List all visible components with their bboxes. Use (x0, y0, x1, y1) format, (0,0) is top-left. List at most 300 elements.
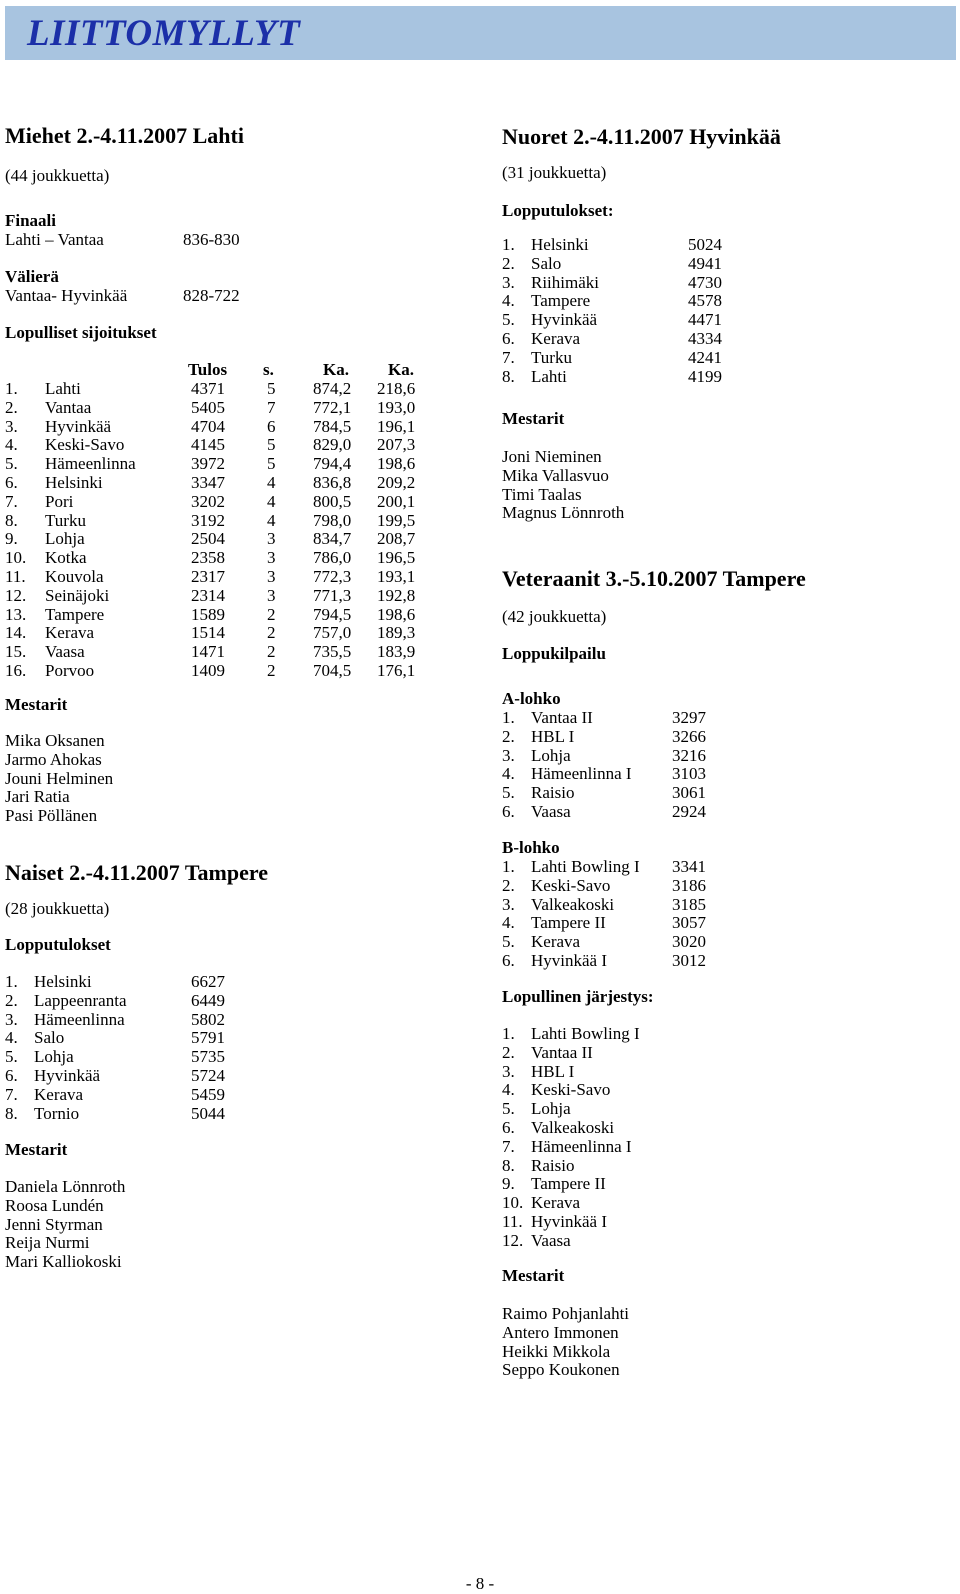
page-number: - 8 - (465, 1574, 495, 1593)
team-cell: Vantaa (45, 397, 92, 417)
score-cell: 3103 (672, 764, 706, 784)
position-cell: 9. (502, 1174, 515, 1194)
team-cell: Keski-Savo (531, 875, 611, 895)
score-cell: 6449 (191, 990, 225, 1010)
list-item: Joni Nieminen (502, 447, 602, 466)
team-cell: Vantaa II (531, 1042, 593, 1062)
series-cell: 2 (267, 642, 276, 662)
score-cell: 4145 (191, 435, 225, 455)
score-cell: 3202 (191, 491, 225, 511)
position-cell: 4. (5, 435, 18, 455)
position-cell: 3. (502, 1061, 515, 1081)
list-item: Raimo Pohjanlahti (502, 1304, 630, 1323)
score-cell: 4471 (688, 310, 722, 330)
table-row (5, 992, 475, 1011)
team-cell: Kerava (531, 932, 581, 952)
table-row (502, 368, 942, 387)
table-row (502, 1232, 942, 1251)
list-item: Jouni Helminen (5, 768, 114, 788)
table-row (5, 436, 475, 455)
position-cell: 16. (5, 661, 27, 680)
table-row (5, 1011, 475, 1030)
position-cell: 3. (5, 1009, 18, 1029)
position-cell: 1. (502, 235, 515, 254)
position-cell: 2. (5, 990, 18, 1010)
table-row (5, 568, 475, 587)
average1-cell: 772,1 (313, 397, 352, 417)
score-cell: 1589 (191, 604, 225, 624)
average2-cell: 196,5 (377, 548, 416, 568)
score-cell: 2504 (191, 529, 225, 549)
average1-cell: 829,0 (313, 435, 352, 455)
team-cell: Helsinki (34, 972, 92, 991)
series-cell: 4 (267, 491, 276, 511)
table-row (502, 274, 942, 293)
table-row (5, 380, 475, 399)
position-cell: 10. (502, 1193, 524, 1213)
youth-champions-label: Mestarit (502, 409, 565, 428)
average1-cell: 874,2 (313, 379, 352, 398)
average1-cell: 836,8 (313, 473, 352, 492)
position-cell: 10. (5, 548, 27, 568)
table-row (502, 877, 942, 896)
position-cell: 6. (5, 1066, 18, 1085)
score-cell: 1409 (191, 661, 225, 680)
score-cell: 5044 (191, 1103, 225, 1123)
score-cell: 1471 (191, 642, 225, 662)
list-item: Jarmo Ahokas (5, 749, 102, 769)
list-item: Mika Oksanen (5, 731, 105, 750)
position-cell: 1. (502, 857, 515, 876)
team-cell: Lohja (45, 529, 85, 549)
position-cell: 5. (5, 454, 18, 474)
table-row (5, 474, 475, 493)
team-cell: Vantaa II (531, 708, 593, 727)
team-cell: Hyvinkää (34, 1066, 101, 1085)
team-cell: Valkeakoski (531, 894, 615, 914)
position-cell: 2. (502, 1042, 515, 1062)
team-cell: Vaasa (531, 802, 571, 821)
team-cell: Vaasa (531, 1230, 571, 1250)
average1-cell: 771,3 (313, 585, 352, 605)
score-cell: 3341 (672, 857, 706, 876)
average2-cell: 189,3 (377, 623, 416, 643)
score-cell: 4730 (688, 272, 722, 292)
team-cell: Riihimäki (531, 272, 599, 292)
score-cell: 5405 (191, 397, 225, 417)
team-cell: Kerava (531, 1193, 581, 1213)
team-cell: Hyvinkää I (531, 1212, 608, 1231)
score-cell: 3972 (191, 454, 225, 474)
team-cell: Pori (45, 491, 74, 511)
score-cell: 4578 (688, 291, 722, 311)
veterans-heading: Veteraanit 3.-5.10.2007 Tampere (502, 566, 806, 591)
table-row (502, 1025, 942, 1044)
position-cell: 2. (502, 253, 515, 273)
position-cell: 2. (502, 726, 515, 746)
table-row (502, 1119, 942, 1138)
team-cell: Keski-Savo (531, 1080, 611, 1100)
series-cell: 2 (267, 604, 276, 624)
average1-cell: 735,5 (313, 642, 352, 662)
position-cell: 1. (5, 972, 18, 991)
average2-cell: 207,3 (377, 435, 416, 455)
average1-cell: 772,3 (313, 567, 352, 586)
score-cell: 3057 (672, 913, 706, 933)
position-cell: 11. (5, 567, 26, 586)
team-cell: Kerava (45, 623, 95, 643)
team-cell: Tornio (34, 1103, 80, 1123)
score-cell: 4241 (688, 347, 722, 367)
team-cell: Seinäjoki (45, 585, 110, 605)
youth-teams-count: (31 joukkuetta) (502, 163, 607, 182)
table-row (502, 255, 942, 274)
table-row (502, 933, 942, 952)
series-cell: 3 (267, 529, 276, 549)
position-cell: 8. (5, 510, 18, 530)
table-row (502, 1100, 942, 1119)
veterans-competition-label: Loppukilpailu (502, 644, 606, 663)
list-item: Mari Kalliokoski (5, 1252, 122, 1272)
list-item: Heikki Mikkola (502, 1341, 611, 1361)
list-item: Roosa Lundén (5, 1195, 104, 1215)
header-tulos: Tulos (188, 360, 228, 379)
score-cell: 5791 (191, 1028, 225, 1048)
position-cell: 12. (502, 1230, 524, 1250)
position-cell: 4. (502, 913, 515, 933)
table-row (502, 896, 942, 915)
average1-cell: 800,5 (313, 491, 352, 511)
men-heading: Miehet 2.-4.11.2007 Lahti (5, 123, 244, 148)
header-ka2: Ka. (388, 360, 414, 379)
table-row (5, 1105, 475, 1124)
position-cell: 2. (5, 397, 18, 417)
average2-cell: 198,6 (377, 604, 416, 624)
position-cell: 1. (5, 379, 18, 398)
score-cell: 3020 (672, 932, 706, 952)
average2-cell: 199,5 (377, 510, 416, 530)
table-row (502, 292, 942, 311)
men-final-match: Lahti – Vantaa (5, 230, 104, 249)
score-cell: 4941 (688, 253, 722, 273)
team-cell: Turku (45, 510, 86, 530)
team-cell: Lahti Bowling I (531, 1024, 640, 1043)
position-cell: 1. (502, 708, 515, 727)
women-champions-label: Mestarit (5, 1140, 68, 1159)
men-teams-count: (44 joukkuetta) (5, 166, 110, 185)
table-header-row (5, 361, 475, 380)
men-final-score: 836-830 (183, 230, 240, 249)
list-item: Timi Taalas (502, 484, 582, 504)
list-item: Daniela Lönnroth (5, 1177, 126, 1196)
position-cell: 5. (502, 1099, 515, 1119)
average2-cell: 218,6 (377, 379, 416, 398)
table-row (502, 1081, 942, 1100)
position-cell: 13. (5, 604, 27, 624)
average2-cell: 200,1 (377, 491, 416, 511)
position-cell: 3. (5, 416, 18, 436)
position-cell: 6. (5, 473, 18, 492)
average2-cell: 209,2 (377, 473, 416, 492)
position-cell: 6. (502, 802, 515, 821)
position-cell: 4. (5, 1028, 18, 1048)
series-cell: 5 (267, 379, 276, 398)
list-item: Pasi Pöllänen (5, 806, 98, 826)
table-row (502, 236, 942, 255)
list-item: Jenni Styrman (5, 1214, 103, 1234)
team-cell: Kerava (531, 329, 581, 348)
youth-results-label: Lopputulokset: (502, 201, 614, 220)
header-ka1: Ka. (323, 360, 349, 379)
team-cell: Lohja (34, 1047, 74, 1067)
table-row (502, 1194, 942, 1213)
table-row (502, 952, 942, 971)
table-row (502, 1063, 942, 1082)
table-row (502, 728, 942, 747)
position-cell: 3. (502, 272, 515, 292)
position-cell: 6. (502, 1118, 515, 1137)
men-semi-score: 828-722 (183, 286, 240, 305)
veterans-group-a-label: A-lohko (502, 689, 561, 708)
series-cell: 4 (267, 510, 276, 530)
team-cell: Kouvola (45, 567, 104, 586)
average2-cell: 183,9 (377, 642, 416, 662)
table-row (5, 399, 475, 418)
team-cell: Helsinki (45, 473, 103, 492)
men-semi-label: Välierä (5, 267, 59, 286)
series-cell: 6 (267, 416, 276, 436)
table-row (502, 858, 942, 877)
average2-cell: 193,0 (377, 397, 416, 417)
position-cell: 3. (502, 745, 515, 765)
table-row (502, 330, 942, 349)
team-cell: Tampere II (531, 913, 606, 933)
score-cell: 3186 (672, 875, 706, 895)
team-cell: Hyvinkää I (531, 951, 608, 970)
team-cell: Vaasa (45, 642, 85, 662)
team-cell: Lappeenranta (34, 990, 127, 1010)
men-champions-label: Mestarit (5, 695, 68, 714)
table-row (502, 1044, 942, 1063)
table-row (502, 747, 942, 766)
score-cell: 4199 (688, 366, 722, 386)
team-cell: HBL I (531, 726, 575, 746)
team-cell: Turku (531, 347, 572, 367)
score-cell: 3185 (672, 894, 706, 914)
team-cell: Salo (34, 1028, 65, 1048)
team-cell: Lahti (45, 379, 81, 398)
table-row (5, 455, 475, 474)
veterans-champions-label: Mestarit (502, 1266, 565, 1285)
team-cell: Helsinki (531, 235, 589, 254)
score-cell: 5735 (191, 1047, 225, 1067)
team-cell: Hämeenlinna (34, 1009, 125, 1029)
team-cell: Hämeenlinna I (531, 764, 632, 784)
table-row (5, 493, 475, 512)
veterans-teams-count: (42 joukkuetta) (502, 607, 607, 626)
table-row (5, 1086, 475, 1105)
men-semi-match: Vantaa- Hyvinkää (5, 286, 128, 305)
men-final-label: Finaali (5, 211, 57, 230)
position-cell: 7. (502, 347, 515, 367)
page-title: LIITTOMYLLYT (27, 13, 301, 54)
score-cell: 5802 (191, 1009, 225, 1029)
team-cell: Raisio (531, 1155, 575, 1175)
list-item: Reija Nurmi (5, 1233, 90, 1253)
score-cell: 3012 (672, 951, 706, 970)
position-cell: 8. (5, 1103, 18, 1123)
average1-cell: 784,5 (313, 416, 352, 436)
youth-heading: Nuoret 2.-4.11.2007 Hyvinkää (502, 124, 781, 149)
average1-cell: 834,7 (313, 529, 352, 549)
position-cell: 5. (502, 932, 515, 952)
score-cell: 4334 (688, 329, 722, 348)
table-row (502, 1138, 942, 1157)
position-cell: 7. (5, 491, 18, 511)
women-heading: Naiset 2.-4.11.2007 Tampere (5, 860, 268, 885)
score-cell: 6627 (191, 972, 225, 991)
position-cell: 6. (502, 329, 515, 348)
score-cell: 3061 (672, 783, 706, 803)
table-row (5, 1048, 475, 1067)
table-row (5, 624, 475, 643)
table-row (502, 709, 942, 728)
score-cell: 3297 (672, 708, 706, 727)
score-cell: 1514 (191, 623, 225, 643)
position-cell: 4. (502, 764, 515, 784)
score-cell: 3266 (672, 726, 706, 746)
average1-cell: 786,0 (313, 548, 352, 568)
average2-cell: 208,7 (377, 529, 416, 549)
team-cell: Valkeakoski (531, 1118, 615, 1137)
average2-cell: 193,1 (377, 567, 416, 586)
position-cell: 5. (5, 1047, 18, 1067)
team-cell: Tampere (531, 291, 591, 311)
team-cell: Hyvinkää (45, 416, 112, 436)
table-row (5, 530, 475, 549)
position-cell: 2. (502, 875, 515, 895)
series-cell: 2 (267, 661, 276, 680)
score-cell: 5724 (191, 1066, 225, 1085)
list-item: Magnus Lönnroth (502, 503, 625, 523)
score-cell: 5459 (191, 1084, 225, 1104)
table-row (502, 803, 942, 822)
position-cell: 1. (502, 1024, 515, 1043)
veterans-group-b-label: B-lohko (502, 838, 560, 857)
position-cell: 3. (502, 894, 515, 914)
position-cell: 9. (5, 529, 18, 549)
series-cell: 3 (267, 585, 276, 605)
position-cell: 12. (5, 585, 27, 605)
table-row (5, 662, 475, 681)
table-row (5, 512, 475, 531)
position-cell: 7. (5, 1084, 18, 1104)
team-cell: Tampere (45, 604, 105, 624)
team-cell: Tampere II (531, 1174, 606, 1194)
average1-cell: 794,4 (313, 454, 352, 474)
table-row (502, 1175, 942, 1194)
team-cell: Kotka (45, 548, 87, 568)
position-cell: 4. (502, 1080, 515, 1100)
average2-cell: 196,1 (377, 416, 416, 436)
score-cell: 3216 (672, 745, 706, 765)
table-row (5, 1029, 475, 1048)
table-row (502, 349, 942, 368)
header-s: s. (263, 360, 274, 379)
series-cell: 3 (267, 567, 276, 586)
position-cell: 7. (502, 1136, 515, 1156)
position-cell: 8. (502, 1155, 515, 1175)
series-cell: 2 (267, 623, 276, 643)
position-cell: 5. (502, 783, 515, 803)
team-cell: Hyvinkää (531, 310, 598, 330)
team-cell: Lohja (531, 745, 571, 765)
series-cell: 4 (267, 473, 276, 492)
average2-cell: 176,1 (377, 661, 416, 680)
table-row (5, 1067, 475, 1086)
score-cell: 4704 (191, 416, 225, 436)
list-item: Seppo Koukonen (502, 1360, 620, 1380)
table-row (5, 587, 475, 606)
list-item: Jari Ratia (5, 787, 70, 807)
team-cell: Lohja (531, 1099, 571, 1119)
table-row (5, 643, 475, 662)
position-cell: 4. (502, 291, 515, 311)
table-row (5, 418, 475, 437)
score-cell: 2314 (191, 585, 225, 605)
score-cell: 5024 (688, 235, 722, 254)
position-cell: 6. (502, 951, 515, 970)
team-cell: Kerava (34, 1084, 84, 1104)
men-standings-label: Lopulliset sijoitukset (5, 323, 157, 342)
team-cell: Keski-Savo (45, 435, 125, 455)
average1-cell: 794,5 (313, 604, 352, 624)
title-banner (5, 6, 956, 60)
team-cell: Hämeenlinna (45, 454, 136, 474)
table-row (502, 914, 942, 933)
average1-cell: 798,0 (313, 510, 352, 530)
score-cell: 2924 (672, 802, 706, 821)
women-teams-count: (28 joukkuetta) (5, 899, 110, 918)
team-cell: Salo (531, 253, 562, 273)
table-row (5, 606, 475, 625)
score-cell: 2358 (191, 548, 225, 568)
team-cell: Raisio (531, 783, 575, 803)
position-cell: 15. (5, 642, 27, 662)
team-cell: Porvoo (45, 661, 95, 680)
list-item: Antero Immonen (502, 1322, 619, 1342)
team-cell: Lahti Bowling I (531, 857, 640, 876)
series-cell: 7 (267, 397, 276, 417)
table-row (502, 765, 942, 784)
series-cell: 5 (267, 454, 276, 474)
score-cell: 4371 (191, 379, 225, 398)
series-cell: 5 (267, 435, 276, 455)
women-results-label: Lopputulokset (5, 935, 111, 954)
series-cell: 3 (267, 548, 276, 568)
team-cell: HBL I (531, 1061, 575, 1081)
team-cell: Lahti (531, 366, 567, 386)
average2-cell: 192,8 (377, 585, 416, 605)
table-row (502, 1213, 942, 1232)
average1-cell: 757,0 (313, 623, 352, 643)
table-row (502, 311, 942, 330)
veterans-final-order-label: Lopullinen järjestys: (502, 987, 654, 1006)
average1-cell: 704,5 (313, 661, 352, 680)
position-cell: 11. (502, 1212, 523, 1231)
score-cell: 3347 (191, 473, 225, 492)
position-cell: 5. (502, 310, 515, 330)
